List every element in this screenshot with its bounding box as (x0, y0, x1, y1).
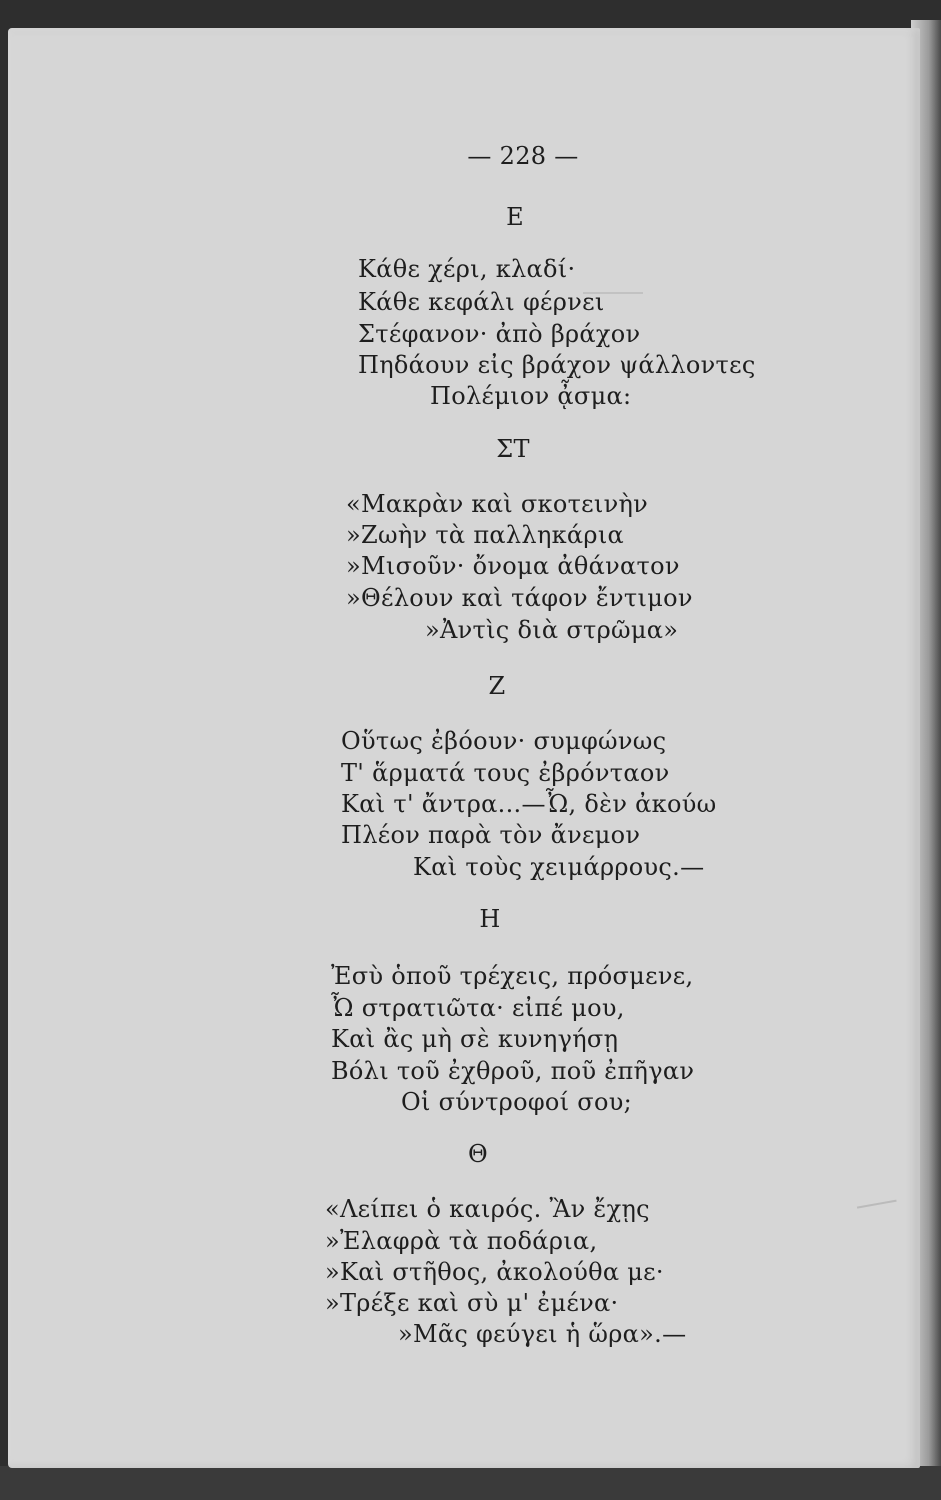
verse-line: Κάθε κεφάλι φέρνει (358, 288, 605, 316)
stanza-numeral: Ε (506, 203, 524, 231)
scan-bottom-edge (0, 1466, 941, 1500)
verse-line: Οὕτως ἐβόουν· συμφώνως (341, 727, 667, 755)
verse-line: »Ἀντὶς διὰ στρῶμα» (425, 616, 679, 644)
verse-line: »Ἐλαφρὰ τὰ ποδάρια, (325, 1227, 598, 1255)
stanza-numeral: Θ (468, 1140, 488, 1168)
verse-line: Ἐσὺ ὁποῦ τρέχεις, πρόσμενε, (331, 962, 694, 990)
verse-line: Πηδάουν εἰς βράχον ψάλλοντες (358, 351, 756, 379)
verse-line: Βόλι τοῦ ἐχθροῦ, ποῦ ἐπῆγαν (331, 1057, 695, 1085)
verse-line: Καὶ τ' ἄντρα...—Ὦ, δὲν ἀκούω (341, 790, 717, 818)
verse-line: Τ' ἅρματά τους ἐβρόνταον (341, 759, 670, 787)
pencil-mark (857, 1200, 899, 1223)
verse-line: »Ζωὴν τὰ παλληκάρια (346, 521, 625, 549)
verse-line: Καὶ ἂς μὴ σὲ κυνηγήσῃ (331, 1025, 619, 1053)
verse-line: Οἱ σύντροφοί σου; (401, 1088, 633, 1116)
verse-line: »Μᾶς φεύγει ἡ ὥρα».— (398, 1320, 687, 1348)
stanza-numeral: Η (479, 905, 501, 933)
page-number: — 228 — (467, 142, 579, 170)
verse-line: Κάθε χέρι, κλαδί· (358, 255, 576, 283)
verse-line: Στέφανον· ἀπὸ βράχον (358, 320, 641, 348)
stanza-numeral: ΣΤ (496, 435, 530, 463)
verse-line: Πλέον παρὰ τὸν ἄνεμον (341, 821, 641, 849)
verse-line: »Καὶ στῆθος, ἀκολούθα με· (325, 1258, 664, 1286)
verse-line: «Μακρὰν καὶ σκοτεινὴν (346, 490, 649, 518)
stanza-numeral: Ζ (488, 672, 506, 700)
verse-line: »Μισοῦν· ὄνομα ἀθάνατον (346, 552, 680, 580)
verse-line: Πολέμιον ᾆσμα: (430, 382, 632, 410)
verse-line: «Λείπει ὁ καιρός. Ἂν ἔχῃς (325, 1195, 650, 1223)
verse-line: »Θέλουν καὶ τάφον ἔντιμον (346, 584, 693, 612)
verse-line: Ὦ στρατιῶτα· εἰπέ μου, (331, 994, 625, 1022)
verse-line: Καὶ τοὺς χειμάρρους.— (413, 853, 705, 881)
verse-line: »Τρέξε καὶ σὺ μ' ἐμένα· (325, 1289, 619, 1317)
